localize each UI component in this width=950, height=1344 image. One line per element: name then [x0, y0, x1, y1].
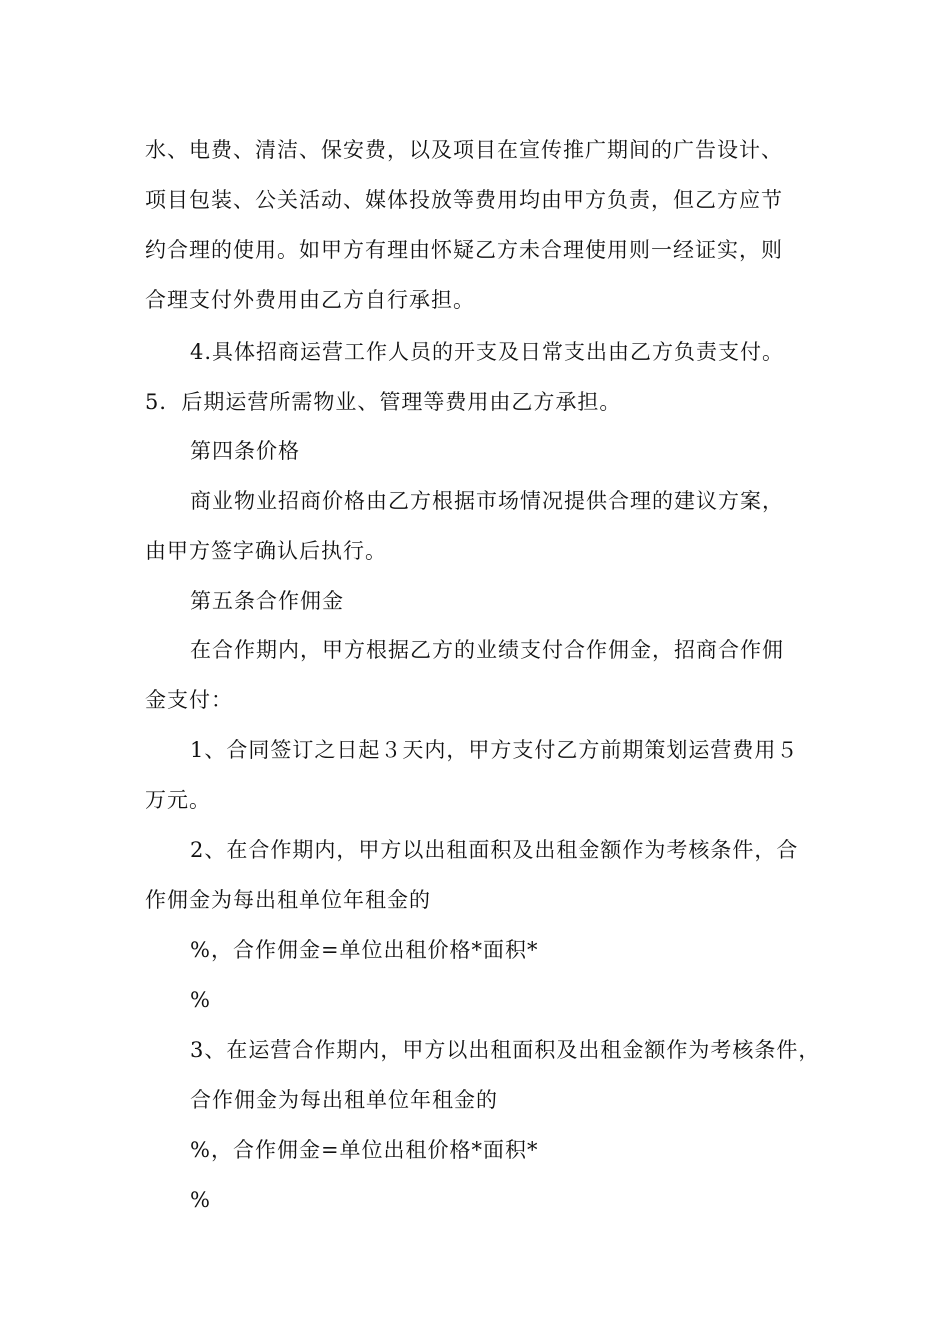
text-line: %: [190, 988, 211, 1012]
text-line: %: [190, 1188, 211, 1212]
text-line: 5．后期运营所需物业、管理等费用由乙方承担。: [145, 390, 622, 414]
text-line: %，合作佣金=单位出租价格*面积*: [190, 1138, 539, 1162]
section-heading: 第四条价格: [190, 439, 300, 463]
text-line: %，合作佣金=单位出租价格*面积*: [190, 938, 539, 962]
text-line: 项目包装、公关活动、媒体投放等费用均由甲方负责，但乙方应节: [145, 188, 783, 212]
text-line: 2、在合作期内，甲方以出租面积及出租金额作为考核条件，合: [190, 838, 799, 862]
text-line: 3、在运营合作期内，甲方以出租面积及出租金额作为考核条件，: [190, 1038, 821, 1062]
text-line: 1、合同签订之日起３天内，甲方支付乙方前期策划运营费用５: [190, 738, 799, 762]
section-heading: 第五条合作佣金: [190, 589, 344, 613]
text-line: 万元。: [145, 788, 211, 812]
text-line: 在合作期内，甲方根据乙方的业绩支付合作佣金，招商合作佣: [190, 638, 784, 662]
text-line: 4.具体招商运营工作人员的开支及日常支出由乙方负责支付。: [190, 340, 785, 364]
text-line: 合作佣金为每出租单位年租金的: [190, 1088, 498, 1112]
text-line: 商业物业招商价格由乙方根据市场情况提供合理的建议方案，: [190, 489, 784, 513]
text-line: 合理支付外费用由乙方自行承担。: [145, 288, 475, 312]
text-line: 水、电费、清洁、保安费，以及项目在宣传推广期间的广告设计、: [145, 138, 783, 162]
text-line: 金支付：: [145, 688, 233, 712]
text-line: 作佣金为每出租单位年租金的: [145, 888, 431, 912]
text-line: 约合理的使用。如甲方有理由怀疑乙方未合理使用则一经证实，则: [145, 238, 783, 262]
text-line: 由甲方签字确认后执行。: [145, 539, 387, 563]
